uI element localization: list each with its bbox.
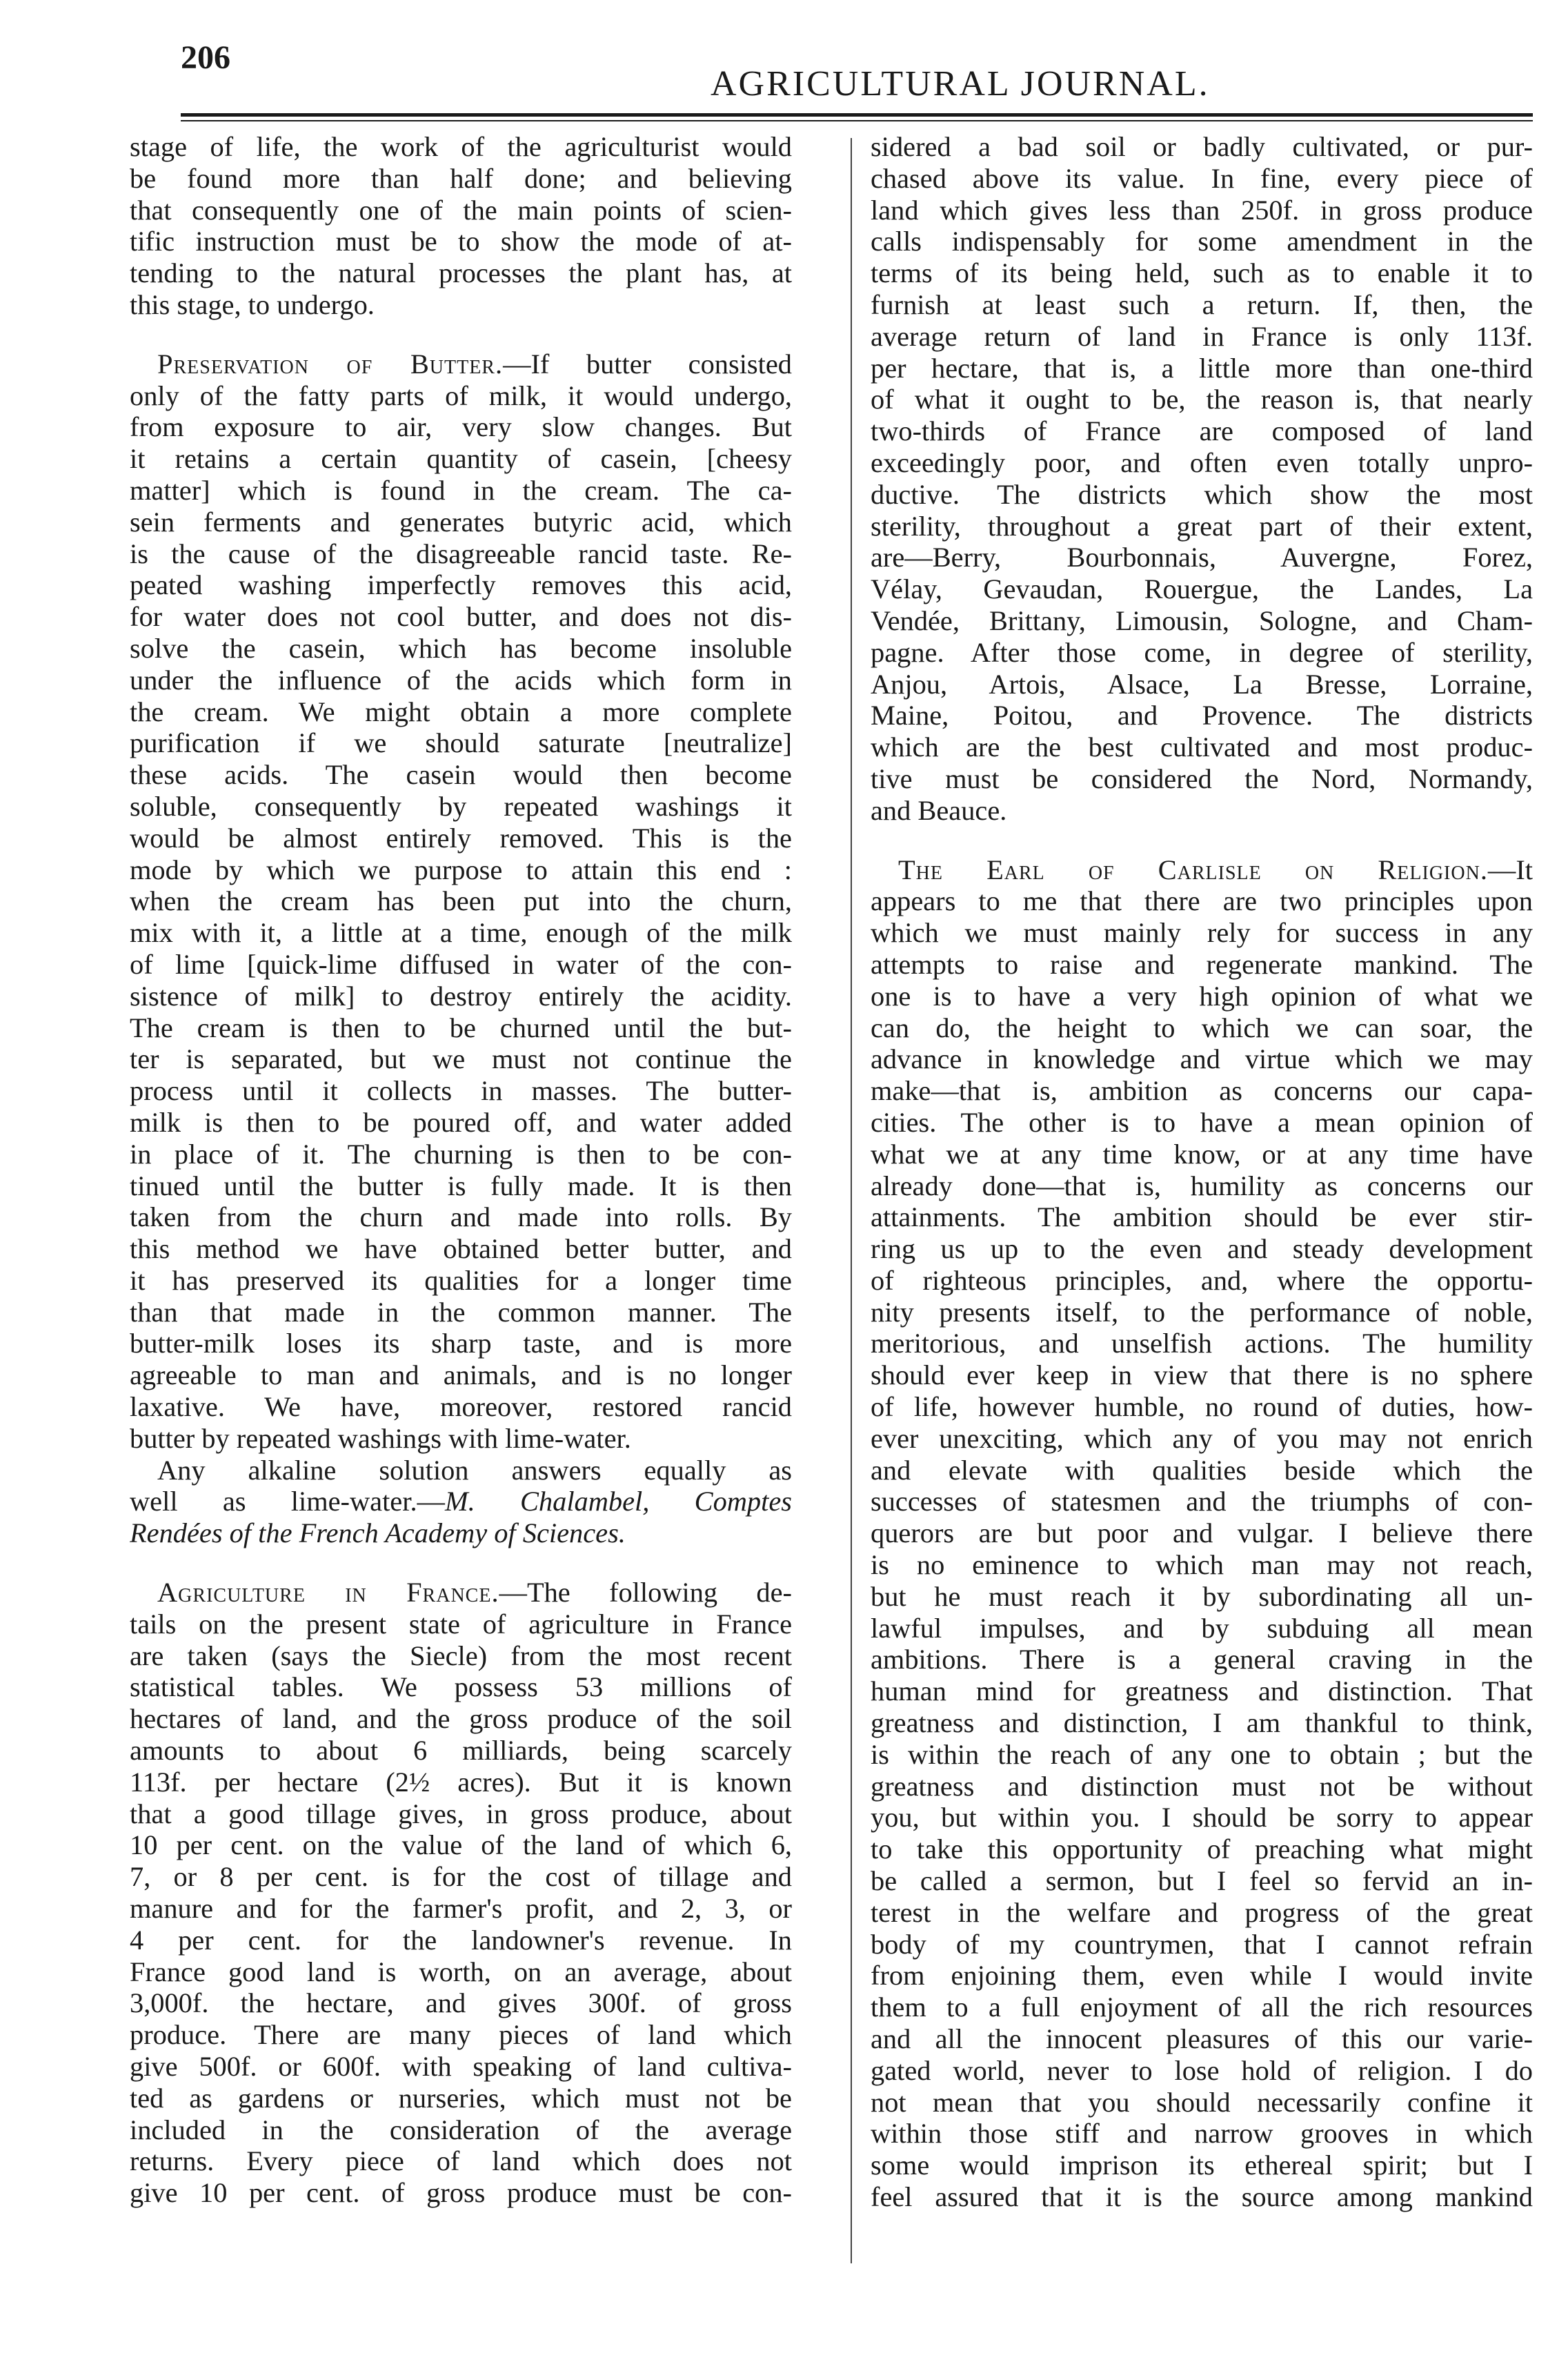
header-rule-thin [181, 120, 1533, 121]
text-line: attempts to raise and regenerate mankind. The [871, 948, 1533, 980]
running-title: AGRICULTURAL JOURNAL. [711, 64, 1210, 104]
text-line: it has preserved its qualities for a longer time [130, 1264, 792, 1296]
text-line: querors are but poor and vulgar. I believe there [871, 1517, 1533, 1549]
text-line: would be almost entirely removed. This is the [130, 822, 792, 854]
text-line: France good land is worth, on an average, about [130, 1956, 792, 1987]
text-line: greatness and distinction must not be without [871, 1770, 1533, 1802]
text-line: 113f. per hectare (2½ acres). But it is known [130, 1766, 792, 1798]
text-line: to take this opportunity of preaching what might [871, 1833, 1533, 1865]
text-line: Any alkaline solution answers equally as [157, 1454, 792, 1486]
text-line: attainments. The ambition should be ever stir- [871, 1201, 1533, 1233]
text-line: butter by repeated washings with lime-water. [130, 1422, 631, 1454]
text-line: sistence of milk] to destroy entirely the acidity. [130, 980, 792, 1012]
heading-continuation: —The following de- [499, 1577, 792, 1608]
article-heading-line [871, 854, 1533, 886]
text-line: be called a sermon, but I feel so fervid an in- [871, 1865, 1533, 1897]
text-line: give 10 per cent. of gross produce must be con- [130, 2177, 792, 2209]
text-line: terms of its being held, such as to enable it to [871, 257, 1533, 289]
text-line: ring us up to the even and steady development [871, 1233, 1533, 1265]
text-line: purification if we should saturate [neutralize] [130, 727, 792, 759]
text-line: one is to have a very high opinion of what we [871, 980, 1533, 1012]
text-line: taken from the churn and made into rolls. By [130, 1201, 792, 1233]
text-line: statistical tables. We possess 53 millions of [130, 1671, 792, 1703]
text-line: this method we have obtained better butter, and [130, 1233, 792, 1265]
text-line: Anjou, Artois, Alsace, La Bresse, Lorraine, [871, 668, 1533, 700]
article-heading: Agriculture in France. [157, 1577, 499, 1608]
left-column [130, 131, 792, 2209]
text-line: 4 per cent. for the landowner's revenue. In [130, 1924, 792, 1956]
text-line: stage of life, the work of the agriculturist would [130, 131, 792, 162]
text-line: tific instruction must be to show the mode of at- [130, 226, 792, 257]
text-line: two-thirds of France are composed of land [871, 415, 1533, 447]
text-line: Maine, Poitou, and Provence. The districts [871, 700, 1533, 731]
source-citation-line2: Rendées of the French Academy of Sciences. [130, 1517, 626, 1549]
text-line: give 500f. or 600f. with speaking of land cultiva- [130, 2051, 792, 2083]
text-line: from enjoining them, even while I would invite [871, 1960, 1533, 1991]
text-line: body of my countrymen, that I cannot refrain [871, 1928, 1533, 1960]
text-line: tive must be considered the Nord, Normandy, [871, 763, 1533, 794]
text-line: nity presents itself, to the performance of noble, [871, 1296, 1533, 1328]
text-line: can do, the height to which we can soar, the [871, 1012, 1533, 1043]
text-line: feel assured that it is the source among mankind [871, 2181, 1533, 2212]
text-line: which we must mainly rely for success in any [871, 917, 1533, 949]
text-line: laxative. We have, moreover, restored rancid [130, 1391, 792, 1423]
text-line: not mean that you should necessarily confine it [871, 2086, 1533, 2118]
heading-continuation: —If butter consisted [503, 348, 792, 380]
text-line: tending to the natural processes the plant has, at [130, 257, 792, 289]
text-line: meritorious, and unselfish actions. The humility [871, 1328, 1533, 1359]
text-line: 3,000f. the hectare, and gives 300f. of gross [130, 1987, 792, 2019]
text-line: ductive. The districts which show the most [871, 478, 1533, 510]
text-line: this stage, to undergo. [130, 288, 375, 320]
text-line: included in the consideration of the average [130, 2114, 792, 2145]
text-line: in place of it. The churning is then to be con- [130, 1138, 792, 1170]
text-line: it retains a certain quantity of casein, [cheesy [130, 443, 792, 475]
article-alkaline-note [130, 1455, 792, 1549]
heading-continuation: —It [1487, 854, 1533, 885]
text-line: sterility, throughout a great part of their extent, [871, 510, 1533, 542]
text-line: ter is separated, but we must not continue the [130, 1043, 792, 1075]
article-agriculture-in-france [130, 1577, 792, 2209]
text-line: is the cause of the disagreeable rancid taste. Re- [130, 538, 792, 569]
text-line: 10 per cent. on the value of the land of which 6, [130, 1829, 792, 1861]
text-line: only of the fatty parts of milk, it would undergo, [130, 380, 792, 411]
article-heading: Preservation of Butter. [157, 348, 504, 380]
text-line: these acids. The casein would then become [130, 759, 792, 791]
text-line: ever unexciting, which any of you may not enrich [871, 1422, 1533, 1454]
text-line: them to a full enjoyment of all the rich resources [871, 1991, 1533, 2023]
text-line: solve the casein, which has become insoluble [130, 632, 792, 664]
text-line: the cream. We might obtain a more complete [130, 696, 792, 727]
text-line: within those stiff and narrow grooves in which [871, 2118, 1533, 2149]
text-line: mix with it, a little at a time, enough of the milk [130, 917, 792, 949]
text-line: cities. The other is to have a mean opinion of [871, 1106, 1533, 1138]
text-line: be found more than half done; and believing [130, 162, 792, 194]
text-line: agreeable to man and animals, and is no longer [130, 1359, 792, 1391]
text-line: land which gives less than 250f. in gross produce [871, 194, 1533, 226]
text-line: greatness and distinction, I am thankful to think, [871, 1707, 1533, 1739]
text-line: of what it ought to be, the reason is, that nearly [871, 384, 1533, 415]
text-line: of lime [quick-lime diffused in water of the con- [130, 948, 792, 980]
text-line: terest in the welfare and progress of the great [871, 1896, 1533, 1928]
text-line: successes of statesmen and the triumphs of con- [871, 1486, 1533, 1517]
text-line: appears to me that there are two principles upon [871, 885, 1533, 917]
text-line: should ever keep in view that there is no sphere [871, 1359, 1533, 1391]
text-line: Vélay, Gevaudan, Rouergue, the Landes, La [871, 573, 1533, 605]
article-heading-line [130, 1577, 792, 1608]
text-line: sein ferments and generates butyric acid, which [130, 506, 792, 538]
text-line: butter-milk loses its sharp taste, and is more [130, 1328, 792, 1359]
text-line: 7, or 8 per cent. is for the cost of tillage and [130, 1861, 792, 1893]
text-line: mode by which we purpose to attain this end : [130, 854, 792, 885]
text-line: exceedingly poor, and often even totally unpro- [871, 446, 1533, 478]
text-line: milk is then to be poured off, and water added [130, 1106, 792, 1138]
text-line: and all the innocent pleasures of this our varie- [871, 2023, 1533, 2055]
text-line: produce. There are many pieces of land which [130, 2019, 792, 2051]
article-preservation-of-butter [130, 348, 792, 1455]
text-line: per hectare, that is, a little more than one-third [871, 352, 1533, 384]
text-line: peated washing imperfectly removes this acid, [130, 569, 792, 601]
text-line: ambitions. There is a general craving in the [871, 1644, 1533, 1675]
text-line: sidered a bad soil or badly cultivated, or pur- [871, 131, 1533, 162]
article-agriculture-in-france-continued [871, 131, 1533, 827]
text-line: is no eminence to which man may not reach, [871, 1549, 1533, 1581]
text-fragment: well as lime-water.— [130, 1486, 445, 1517]
text-line: when the cream has been put into the churn, [130, 885, 792, 917]
article-heading: The Earl of Carlisle on Religion. [898, 854, 1488, 885]
text-line: gated world, never to lose hold of religion. I do [871, 2054, 1533, 2086]
text-line: tails on the present state of agriculture in France [130, 1608, 792, 1640]
text-line: ted as gardens or nurseries, which must not be [130, 2082, 792, 2114]
text-line: manure and for the farmer's profit, and 2, 3, or [130, 1893, 792, 1925]
text-line: matter] which is found in the cream. The ca- [130, 474, 792, 506]
text-line: what we at any time know, or at any time have [871, 1138, 1533, 1170]
column-divider [851, 138, 852, 2263]
text-line: some would imprison its ethereal spirit; but I [871, 2149, 1533, 2181]
text-line: amounts to about 6 milliards, being scarcely [130, 1735, 792, 1767]
header-rule-thick [181, 113, 1533, 117]
text-line: The cream is then to be churned until the but- [130, 1012, 792, 1043]
text-line: average return of land in France is only 113f. [871, 320, 1533, 352]
text-line: lawful impulses, and by subduing all mean [871, 1612, 1533, 1644]
text-line: chased above its value. In fine, every piece of [871, 162, 1533, 194]
text-line: than that made in the common manner. The [130, 1296, 792, 1328]
article-continuation-plant [130, 131, 792, 321]
article-heading-line [130, 348, 792, 380]
text-line: make—that is, ambition as concerns our capa- [871, 1075, 1533, 1107]
text-line: you, but within you. I should be sorry to appear [871, 1802, 1533, 1833]
text-line: but he must reach it by subordinating all un- [871, 1580, 1533, 1612]
text-line: of life, however humble, no round of duties, how- [871, 1391, 1533, 1423]
text-line: soluble, consequently by repeated washings it [130, 790, 792, 822]
source-citation: M. Chalambel, Comptes [444, 1486, 792, 1517]
text-line [130, 1486, 792, 1517]
text-line: is within the reach of any one to obtain ; but the [871, 1738, 1533, 1770]
text-line: that a good tillage gives, in gross produce, about [130, 1798, 792, 1829]
text-line: hectares of land, and the gross produce of the soil [130, 1703, 792, 1735]
text-line: are—Berry, Bourbonnais, Auvergne, Forez, [871, 542, 1533, 573]
text-line: for water does not cool butter, and does not dis- [130, 601, 792, 633]
text-line: calls indispensably for some amendment in the [871, 226, 1533, 257]
article-earl-of-carlisle-on-religion [871, 854, 1533, 2213]
text-line: Vendée, Brittany, Limousin, Sologne, and Cham- [871, 604, 1533, 636]
text-line: furnish at least such a return. If, then, the [871, 288, 1533, 320]
page-number: 206 [181, 39, 230, 76]
text-line: tinued until the butter is fully made. It is then [130, 1170, 792, 1201]
text-line: human mind for greatness and distinction. That [871, 1675, 1533, 1707]
text-line: and elevate with qualities beside which the [871, 1454, 1533, 1486]
text-line: that consequently one of the main points of scien- [130, 194, 792, 226]
text-line: already done—that is, humility as concerns our [871, 1170, 1533, 1201]
text-line: and Beauce. [871, 794, 1007, 826]
text-line: returns. Every piece of land which does not [130, 2145, 792, 2177]
text-line: advance in knowledge and virtue which we may [871, 1043, 1533, 1075]
text-line: from exposure to air, very slow changes. But [130, 411, 792, 443]
text-line: which are the best cultivated and most produc- [871, 731, 1533, 763]
text-line: process until it collects in masses. The butter- [130, 1075, 792, 1107]
right-column [871, 131, 1533, 2213]
text-line: pagne. After those come, in degree of sterility, [871, 636, 1533, 668]
text-line: are taken (says the Siecle) from the most recent [130, 1640, 792, 1671]
text-line: of righteous principles, and, where the opportu- [871, 1264, 1533, 1296]
text-line: under the influence of the acids which form in [130, 664, 792, 696]
